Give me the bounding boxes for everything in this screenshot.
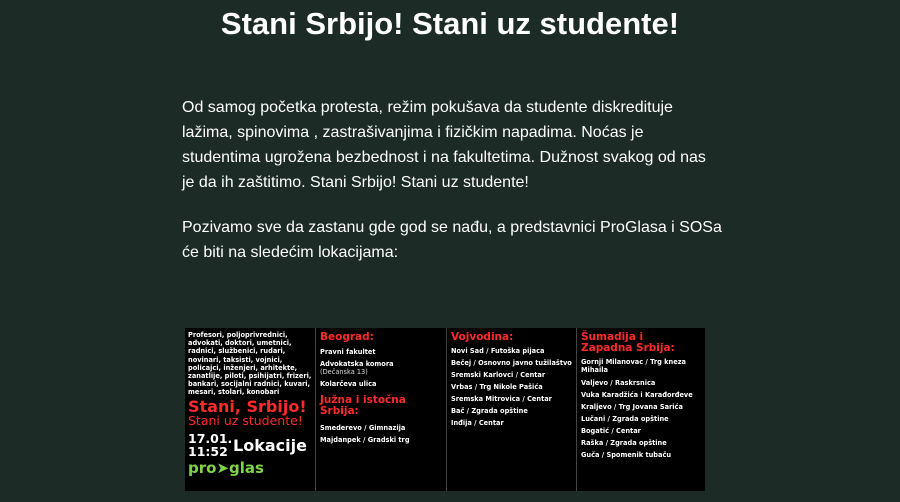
- poster-subheadline: Stani uz studente!: [188, 413, 303, 428]
- poster-date-time: [188, 431, 233, 459]
- location-item: Inđija / Centar: [451, 419, 504, 427]
- location-item: Smederevo / Gimnazija: [320, 424, 406, 432]
- location-item: Kraljevo / Trg Jovana Sarića: [581, 403, 683, 411]
- location-item: Vrbas / Trg Nikole Pašića: [451, 383, 543, 391]
- poster-professions-text: Profesori, poljoprivrednici, advokati, doktori, umetnici, radnici, službenici, rudari, novinari, taksisti, vojnici, policajci, inženjeri, arhitekte, zanatlije, piloti, psihijatri, frizeri, bankari, socijalni radnici, kuvari, mesari, stolari, konobari: [188, 331, 312, 397]
- poster-beograd-column: [315, 328, 445, 491]
- region-title-sumadija-line2: Zapadna Srbija:: [581, 342, 675, 354]
- locations-poster-image: [185, 328, 705, 491]
- location-item: Bečej / Osnovno javno tužilaštvo: [451, 359, 572, 367]
- invitation-paragraph: Pozivamo sve da zastanu gde god se nađu, a predstavnici ProGlasa i SOSa će biti na sledećim lokacijama:: [182, 219, 722, 261]
- poster-intro-column: [185, 328, 312, 491]
- location-item: Guča / Spomenik tubaču: [581, 451, 672, 459]
- location-item: Vuka Karadžića i Karađorđeve: [581, 391, 693, 399]
- page-title: Stani Srbijo! Stani uz studente!: [220, 6, 680, 41]
- intro-paragraph: Od samog početka protesta, režim pokušava da studente diskredituje lažima, spinovima , zastrašivanjima i fizičkim napadima. Noćas je studentima ugrožena bezbednost i na fakultetima. Dužnost svakog od nas je da ih zaštitimo. Stani Srbijo! Stani uz studente!: [182, 99, 706, 191]
- location-item: Sremska Mitrovica / Centar: [451, 395, 552, 403]
- location-item: Novi Sad / Futoška pijaca: [451, 347, 545, 355]
- location-item: Valjevo / Raskrsnica: [581, 379, 656, 387]
- proglas-logo: [188, 459, 264, 477]
- poster-headline: Stani, Srbijo!: [188, 397, 307, 416]
- location-item: Sremski Karlovci / Centar: [451, 371, 546, 379]
- location-item: Kolarčeva ulica: [320, 380, 377, 388]
- location-item: Bač / Zgrada opštine: [451, 407, 528, 415]
- location-item: Gornji Milanovac / Trg kneza: [581, 358, 686, 366]
- poster-locations-label: Lokacije: [233, 436, 307, 455]
- location-item: Bogatić / Centar: [581, 427, 641, 435]
- poster-time: 11:52: [188, 444, 228, 459]
- location-item: Lučani / Zgrada opštine: [581, 415, 669, 423]
- location-item-detail: (Dečanska 13): [320, 368, 368, 376]
- logo-text-glas: glas: [229, 459, 264, 477]
- region-title-beograd: Beograd:: [320, 331, 374, 343]
- location-item: Majdanpek / Gradski trg: [320, 436, 410, 444]
- poster-sumadija-column: [576, 328, 705, 491]
- region-title-vojvodina: Vojvodina:: [451, 331, 514, 343]
- location-item: Mihaila: [581, 366, 608, 374]
- logo-arrow-icon: ➤: [216, 459, 230, 477]
- location-item: Pravni fakultet: [320, 348, 376, 356]
- region-title-juzna-line1: Južna i istočna: [320, 394, 406, 406]
- location-item: Raška / Zgrada opštine: [581, 439, 667, 447]
- location-item: Advokatska komora: [320, 360, 394, 368]
- logo-text-pro: pro: [188, 459, 217, 477]
- poster-vojvodina-column: [446, 328, 575, 491]
- region-title-sumadija-line1: Šumadija i: [581, 331, 644, 343]
- poster-date: 17.01.: [188, 431, 233, 446]
- region-title-juzna-line2: Srbija:: [320, 405, 359, 417]
